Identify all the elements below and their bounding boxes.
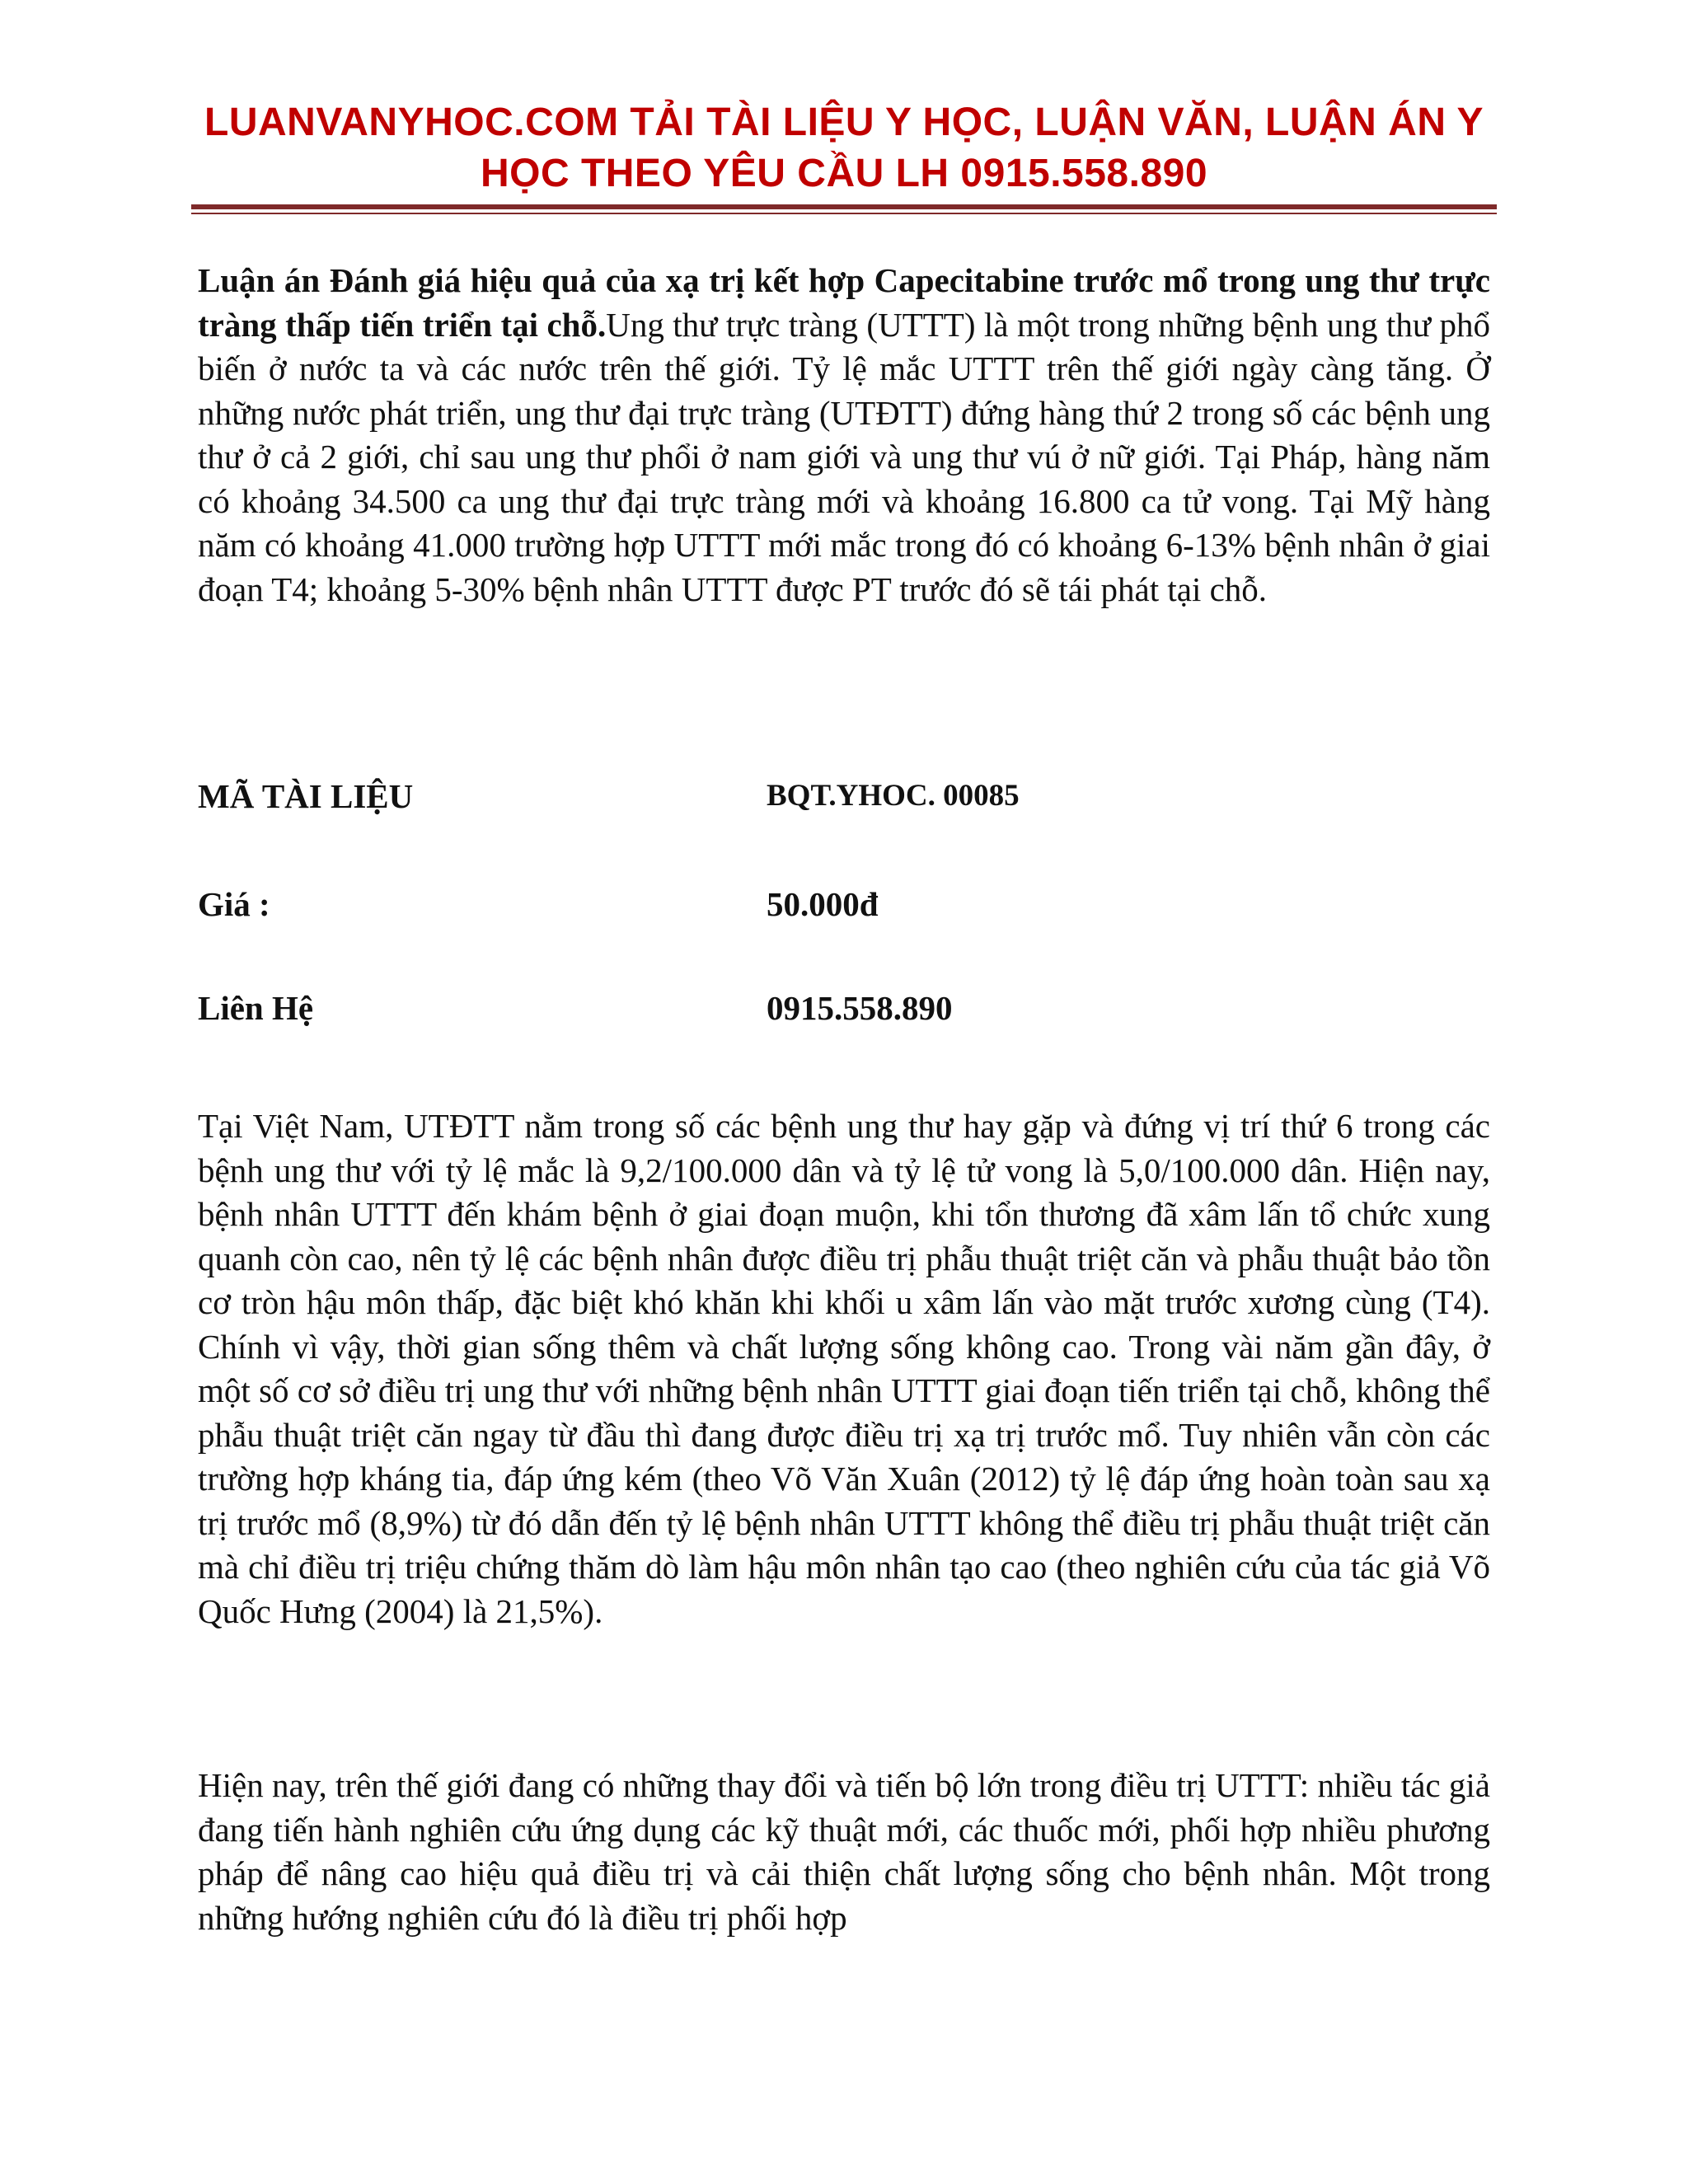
price-value: 50.000đ bbox=[767, 885, 879, 923]
site-header bbox=[198, 97, 1490, 199]
intro-paragraph bbox=[198, 259, 1490, 612]
header-line-1: LUANVANYHOC.COM TẢI TÀI LIỆU Y HỌC, LUẬN VĂN, LUẬN ÁN Y bbox=[204, 101, 1484, 144]
price-label: Giá : bbox=[198, 885, 270, 923]
document-title: Luận án Đánh giá hiệu quả của xạ trị kết hợp Capecitabine trước mổ trong ung thư trực tràng thấp tiến triển tại chỗ. bbox=[198, 261, 1490, 344]
intro-text: Ung thư trực tràng (UTTT) là một trong những bệnh ung thư phổ biến ở nước ta và các nước trên thế giới. Tỷ lệ mắc UTTT trên thế giới ngày càng tăng. Ở những nước phát triển, ung thư đại trực tràng (UTĐTT) đứng hàng thứ 2 trong số các bệnh ung thư ở cả 2 giới, chỉ sau ung thư phổi ở nam giới và ung thư vú ở nữ giới. Tại Pháp, hàng năm có khoảng 34.500 ca ung thư đại trực tràng mới và khoảng 16.800 ca tử vong. Tại Mỹ hàng năm có khoảng 41.000 trường hợp UTTT mới mắc trong đó có khoảng 6-13% bệnh nhân ở giai đoạn T4; khoảng 5-30% bệnh nhân UTTT được PT trước đó sẽ tái phát tại chỗ. bbox=[198, 305, 1490, 608]
body-paragraph-1: Tại Việt Nam, UTĐTT nằm trong số các bệnh ung thư hay gặp và đứng vị trí thứ 6 trong các bệnh ung thư với tỷ lệ mắc là 9,2/100.000 dân và tỷ lệ tử vong là 5,0/100.000 dân. Hiện nay, bệnh nhân UTTT đến khám bệnh ở giai đoạn muộn, khi tổn thương đã xâm lấn tổ chức xung quanh còn cao, nên tỷ lệ các bệnh nhân được điều trị phẫu thuật triệt căn và phẫu thuật bảo tồn cơ tròn hậu môn thấp, đặc biệt khó khăn khi khối u xâm lấn vào mặt trước xương cùng (T4). Chính vì vậy, thời gian sống thêm và chất lượng sống không cao. Trong vài năm gần đây, ở một số cơ sở điều trị ung thư với những bệnh nhân UTTT giai đoạn tiến triển tại chỗ, không thể phẫu thuật triệt căn ngay từ đầu thì đang được điều trị xạ trị trước mổ. Tuy nhiên vẫn còn các trường hợp kháng tia, đáp ứng kém (theo Võ Văn Xuân (2012) tỷ lệ đáp ứng hoàn toàn sau xạ trị trước mổ (8,9%) từ đó dẫn đến tỷ lệ bệnh nhân UTTT không thể điều trị phẫu thuật triệt căn mà chỉ điều trị triệu chứng thăm dò làm hậu môn nhân tạo cao (theo nghiên cứu của tác giả Võ Quốc Hưng (2004) là 21,5%). bbox=[198, 1107, 1490, 1630]
document-code-value: BQT.YHOC. 00085 bbox=[767, 779, 1020, 813]
contact-label: Liên Hệ bbox=[198, 989, 314, 1027]
document-code-label: MÃ TÀI LIỆU bbox=[198, 777, 414, 815]
header-divider-thin bbox=[191, 213, 1497, 214]
contact-value: 0915.558.890 bbox=[767, 989, 953, 1027]
document-page bbox=[198, 0, 1490, 2184]
header-divider bbox=[191, 204, 1497, 209]
body-paragraph-2: Hiện nay, trên thế giới đang có những thay đổi và tiến bộ lớn trong điều trị UTTT: nhiều tác giả đang tiến hành nghiên cứu ứng dụng các kỹ thuật mới, các thuốc mới, phối hợp nhiều phương pháp để nâng cao hiệu quả điều trị và cải thiện chất lượng sống cho bệnh nhân. Một trong những hướng nghiên cứu đó là điều trị phối hợp bbox=[198, 1766, 1490, 1937]
header-line-2: HỌC THEO YÊU CẦU LH 0915.558.890 bbox=[480, 152, 1208, 195]
